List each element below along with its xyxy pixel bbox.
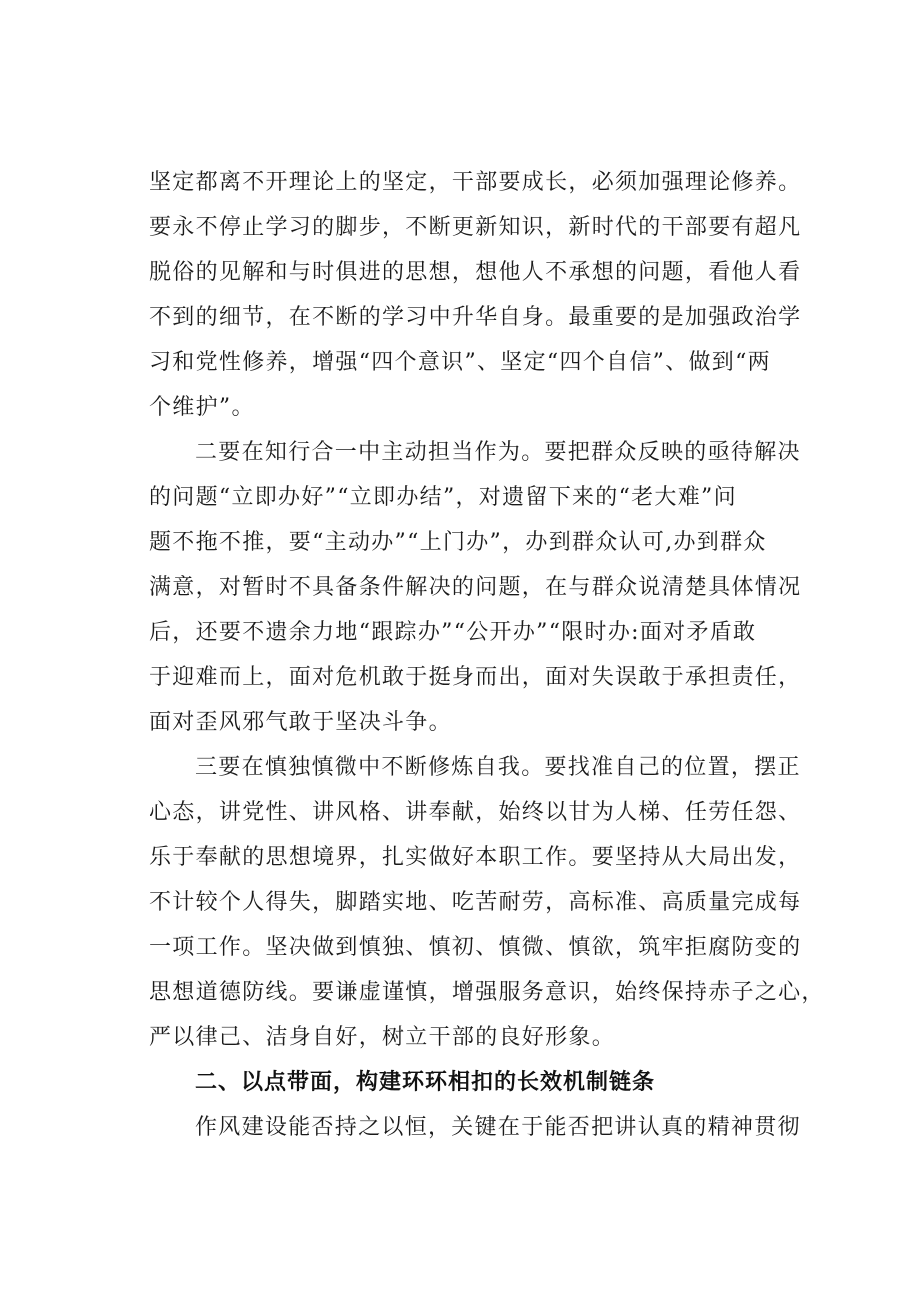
- paragraph-line: 题不拖不推，要“主动办”“上门办”，办到群众认可,办到群众: [149, 530, 767, 555]
- paragraph-line: 后，还要不遗余力地“跟踪办”“公开办”“限时办:面对矛盾敢: [149, 620, 757, 645]
- paragraph-line: 不到的细节，在不断的学习中升华自身。最重要的是加强政治学: [149, 305, 802, 330]
- paragraph-line: 习和党性修养，增强“四个意识”、坚定“四个自信”、做到“两: [149, 350, 771, 375]
- paragraph-line: 个维护”。: [149, 395, 255, 420]
- paragraph-line: 乐于奉献的思想境界，扎实做好本职工作。要坚持从大局出发，: [149, 845, 802, 870]
- paragraph-line: 不计较个人得失，脚踏实地、吃苦耐劳，高标准、高质量完成每: [149, 890, 802, 915]
- document-body: [149, 160, 825, 1150]
- paragraph-line: 面对歪风邪气敢于坚决斗争。: [149, 710, 452, 735]
- paragraph-line: 一项工作。坚决做到慎独、慎初、慎微、慎欲，筑牢拒腐防变的: [149, 935, 802, 960]
- paragraph-line: 作风建设能否持之以恒，关键在于能否把讲认真的精神贯彻: [195, 1115, 801, 1140]
- paragraph-line: 思想道德防线。要谦虚谨慎，增强服务意识，始终保持赤子之心，: [149, 980, 825, 1005]
- paragraph-line: 于迎难而上，面对危机敢于挺身而出，面对失误敢于承担责任，: [149, 665, 802, 690]
- paragraph-line: 二要在知行合一中主动担当作为。要把群众反映的亟待解决: [195, 440, 801, 465]
- paragraph-line: 脱俗的见解和与时俱进的思想，想他人不承想的问题，看他人看: [149, 260, 802, 285]
- paragraph-line: 要永不停止学习的脚步，不断更新知识，新时代的干部要有超凡: [149, 215, 802, 240]
- section-heading: 二、以点带面，构建环环相扣的长效机制链条: [195, 1070, 656, 1095]
- paragraph-line: 的问题“立即办好”“立即办结”，对遗留下来的“老大难”问: [149, 485, 737, 510]
- paragraph-line: 三要在慎独慎微中不断修炼自我。要找准自己的位置，摆正: [195, 755, 801, 780]
- paragraph-line: 心态，讲党性、讲风格、讲奉献，始终以甘为人梯、任劳任怨、: [149, 800, 802, 825]
- paragraph-line: 坚定都离不开理论上的坚定，干部要成长，必须加强理论修养。: [149, 170, 802, 195]
- paragraph-line: 严以律己、洁身自好，树立干部的良好形象。: [149, 1025, 616, 1050]
- paragraph-line: 满意，对暂时不具备条件解决的问题，在与群众说清楚具体情况: [149, 575, 802, 600]
